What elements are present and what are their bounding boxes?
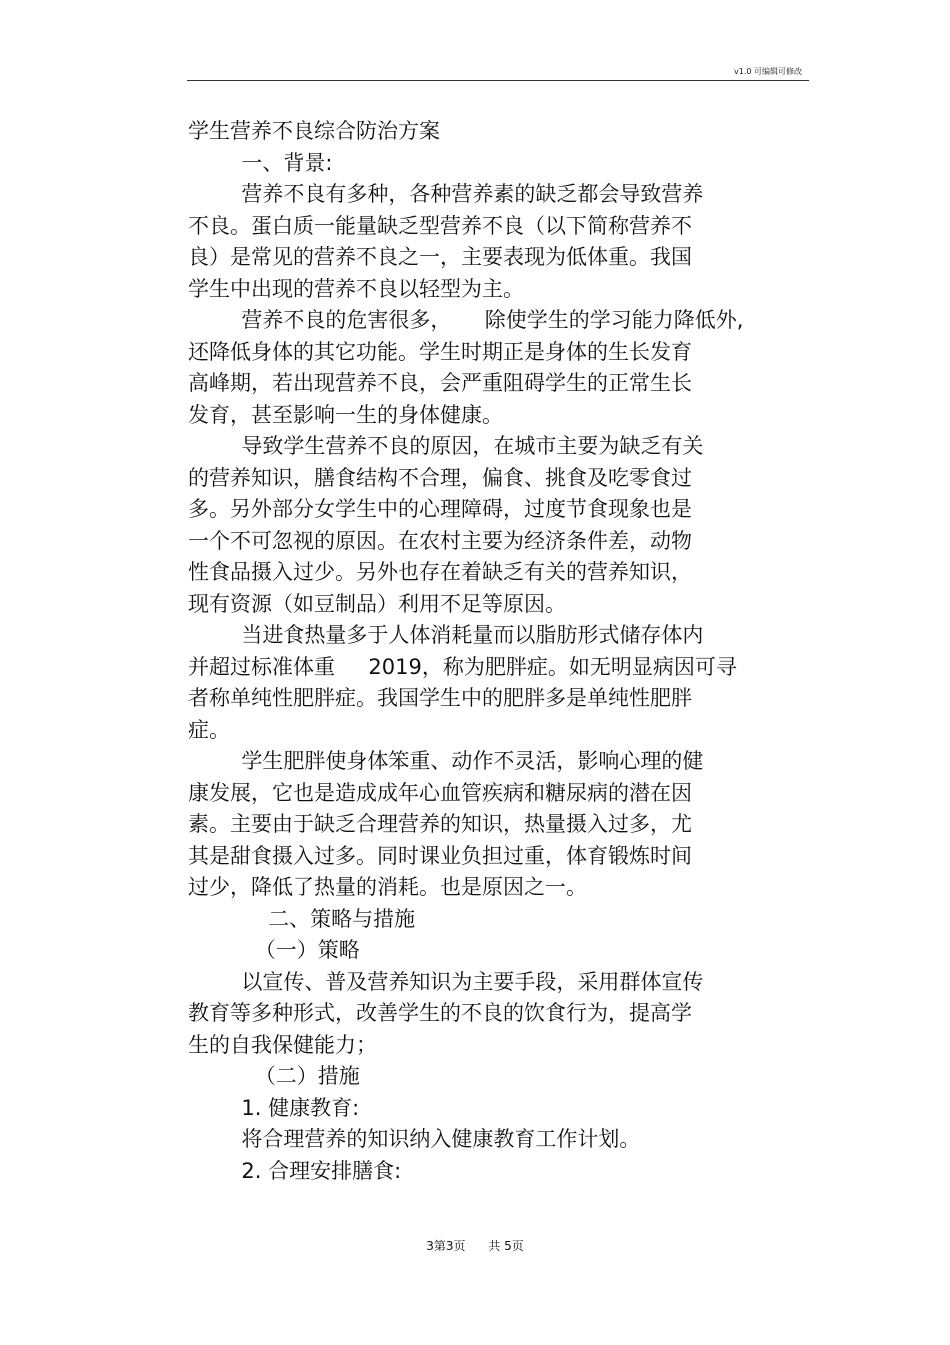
version-tag: v1.0 可编辑可修改 — [734, 67, 802, 76]
paragraph-line: 素。主要由于缺乏合理营养的知识，热量摄入过多，尤 — [188, 812, 692, 836]
paragraph-line: 生的自我保健能力； — [188, 1032, 377, 1057]
list-item-heading: 2. 合理安排膳食: — [188, 1158, 402, 1183]
paragraph-line: 过少，降低了热量的消耗。也是原因之一。 — [188, 875, 587, 899]
paragraph-line: 一个不可忽视的原因。在农村主要为经济条件差，动物 — [188, 528, 692, 553]
paragraph-line: 者称单纯性肥胖症。我国学生中的肥胖多是单纯性肥胖 — [188, 686, 692, 710]
paragraph-line: 良）是常见的营养不良之一，主要表现为低体重。我国 — [188, 245, 692, 269]
page-total: 共 5页 — [488, 1239, 524, 1253]
paragraph-line: 不良。蛋白质一能量缺乏型营养不良（以下简称营养不 — [188, 213, 692, 238]
header-rule — [187, 80, 809, 81]
subsection-heading: （二）措施 — [188, 1064, 360, 1088]
paragraph-line: 并超过标准体重 2019，称为肥胖症。如无明显病因可寻 — [188, 654, 737, 679]
paragraph-line: 多。另外部分女学生中的心理障碍，过度节食现象也是 — [188, 497, 692, 521]
document-title: 学生营养不良综合防治方案 — [188, 119, 440, 143]
paragraph-line: 发育，甚至影响一生的身体健康。 — [188, 402, 503, 427]
section-heading: 二、策略与措施 — [188, 906, 416, 931]
paragraph-line: 学生中出现的营养不良以轻型为主。 — [188, 276, 524, 301]
paragraph-line: 其是甜食摄入过多。同时课业负担过重，体育锻炼时间 — [188, 843, 692, 868]
page-footer — [0, 1237, 950, 1254]
paragraph-line: 将合理营养的知识纳入健康教育工作计划。 — [188, 1127, 641, 1151]
paragraph-line: 还降低身体的其它功能。学生时期正是身体的生长发育 — [188, 339, 692, 364]
subsection-heading: （一）策略 — [188, 938, 360, 962]
document-body — [188, 116, 788, 1187]
list-item-heading: 1. 健康教育: — [188, 1095, 360, 1120]
paragraph-line: 营养不良的危害很多， 除使学生的学习能力降低外, — [188, 308, 744, 332]
section-heading: 一、背景: — [188, 150, 333, 175]
paragraph-line: 学生肥胖使身体笨重、动作不灵活，影响心理的健 — [188, 749, 704, 773]
paragraph-line: 以宣传、普及营养知识为主要手段，采用群体宣传 — [188, 969, 704, 994]
paragraph-line: 现有资源（如豆制品）利用不足等原因。 — [188, 591, 566, 616]
paragraph-line: 教育等多种形式，改善学生的不良的饮食行为，提高学 — [188, 1001, 692, 1025]
paragraph-line: 性食品摄入过少。另外也存在着缺乏有关的营养知识， — [188, 560, 692, 584]
paragraph-line: 营养不良有多种，各种营养素的缺乏都会导致营养 — [188, 182, 704, 206]
paragraph-line: 的营养知识，膳食结构不合理，偏食、挑食及吃零食过 — [188, 465, 692, 490]
paragraph-line: 导致学生营养不良的原因，在城市主要为缺乏有关 — [188, 434, 704, 458]
page-number: 3第3页 — [426, 1239, 466, 1253]
paragraph-line: 症。 — [188, 717, 230, 742]
paragraph-line: 当进食热量多于人体消耗量而以脂肪形式储存体内 — [188, 623, 704, 647]
paragraph-line: 康发展，它也是造成成年心血管疾病和糖尿病的潜在因 — [188, 780, 692, 805]
paragraph-line: 高峰期，若出现营养不良，会严重阻碍学生的正常生长 — [188, 371, 692, 395]
